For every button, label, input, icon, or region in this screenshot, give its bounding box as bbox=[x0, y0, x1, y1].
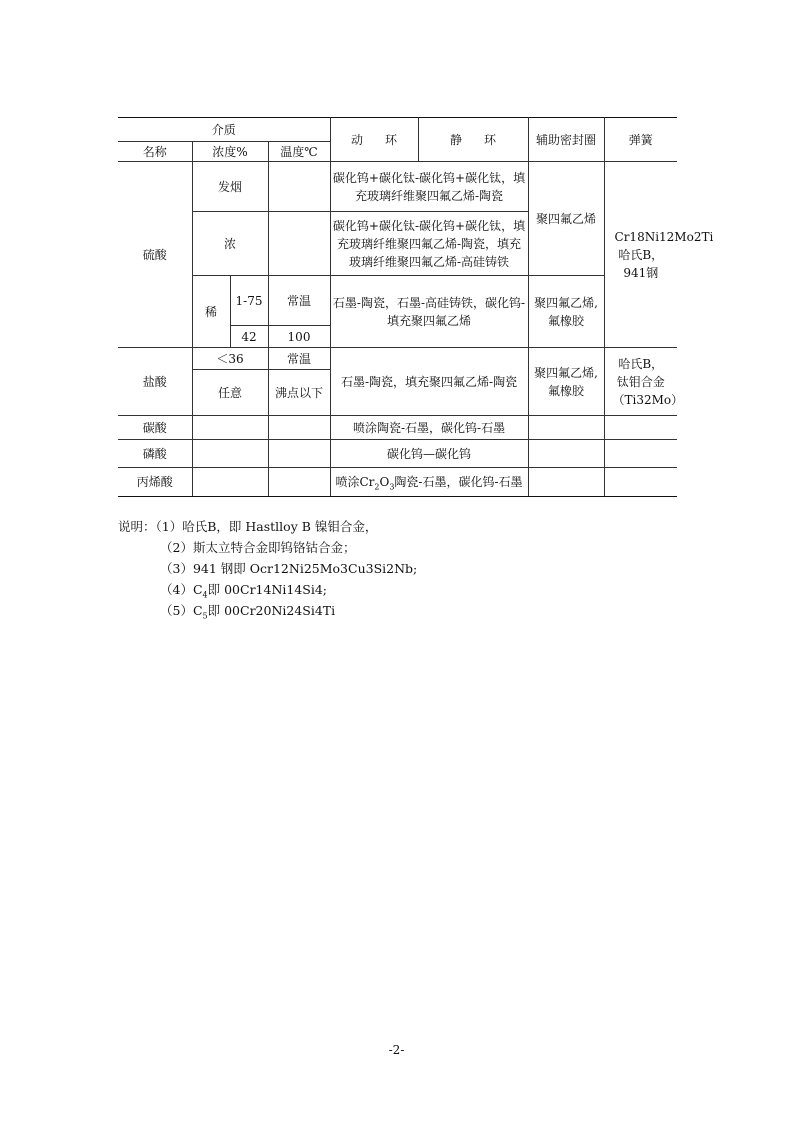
carbonic-aux-seal bbox=[528, 416, 604, 440]
carbonic-material: 喷涂陶瓷-石墨，碳化钨-石墨 bbox=[330, 416, 528, 440]
hydrochloric-material: 石墨-陶瓷，填充聚四氟乙烯-陶瓷 bbox=[330, 348, 528, 416]
hydrochloric-spring: 哈氏B，钛钼合金（Ti32Mo） bbox=[604, 348, 677, 416]
carbonic-name: 碳酸 bbox=[118, 416, 192, 440]
sulfuric-dilute-temp-1: 常温 bbox=[268, 276, 330, 326]
hydrochloric-conc-2: 任意 bbox=[192, 370, 268, 416]
acrylic-spring bbox=[604, 468, 677, 497]
sulfuric-fuming-temp bbox=[268, 162, 330, 212]
header-static-ring: 静 环 bbox=[418, 118, 528, 162]
hydrochloric-temp-2: 沸点以下 bbox=[268, 370, 330, 416]
hydrochloric-name: 盐酸 bbox=[118, 348, 192, 416]
notes-section bbox=[118, 516, 417, 621]
phosphoric-name: 磷酸 bbox=[118, 440, 192, 468]
note-item-3: （3）941 钢即 Ocr12Ni25Mo3Cu3Si2Nb; bbox=[160, 561, 418, 576]
phosphoric-aux-seal bbox=[528, 440, 604, 468]
note-item-2: （2）斯太立特合金即钨铬钴合金； bbox=[160, 540, 356, 555]
sulfuric-dilute-temp-2: 100 bbox=[268, 326, 330, 348]
seal-material-table bbox=[118, 117, 714, 497]
header-concentration: 浓度% bbox=[192, 142, 268, 162]
acrylic-material: 喷涂$Cr_2O_3$陶瓷-石墨，碳化钨-石墨 bbox=[330, 468, 528, 497]
sulfuric-spring: Cr18Ni12Mo2Ti哈氏B，941钢 bbox=[604, 162, 677, 348]
sulfuric-dilute: 稀 bbox=[192, 276, 230, 348]
acrylic-name: 丙烯酸 bbox=[118, 468, 192, 497]
header-dynamic-ring: 动 环 bbox=[330, 118, 418, 162]
note-item-4: $(4)C_4$即 00Cr14Ni14Si4; bbox=[160, 582, 328, 600]
sulfuric-dilute-conc-2: 42 bbox=[230, 326, 268, 348]
note-item-5: $(5)C_5$即 00Cr20Ni24Si4Ti bbox=[160, 603, 336, 621]
hydrochloric-temp-1: 常温 bbox=[268, 348, 330, 370]
sulfuric-concentrated: 浓 bbox=[192, 212, 268, 276]
carbonic-spring bbox=[604, 416, 677, 440]
sulfuric-name: 硫酸 bbox=[118, 162, 192, 348]
notes-label: 说明： bbox=[118, 519, 156, 534]
sulfuric-aux-seal-1: 聚四氟乙烯 bbox=[528, 162, 604, 276]
hydrochloric-conc-1: ＜36 bbox=[192, 348, 268, 370]
acrylic-conc bbox=[192, 468, 268, 497]
carbonic-conc bbox=[192, 416, 268, 440]
acrylic-aux-seal bbox=[528, 468, 604, 497]
header-aux-seal: 辅助密封圈 bbox=[528, 118, 604, 162]
header-spring: 弹簧 bbox=[604, 118, 677, 162]
note-item-1: 说明：（1）哈氏B，即 Hastlloy B 镍钼合金， bbox=[118, 519, 378, 534]
hydrochloric-aux-seal: 聚四氟乙烯,氟橡胶 bbox=[528, 348, 604, 416]
page-number: -2- bbox=[388, 1043, 405, 1057]
sulfuric-fuming: 发烟 bbox=[192, 162, 268, 212]
sulfuric-conc-material: 碳化钨+碳化钛-碳化钨+碳化钛，填充玻璃纤维聚四氟乙烯-陶瓷，填充玻璃纤维聚四氟乙烯-高硅铸铁 bbox=[330, 212, 528, 276]
sulfuric-dilute-conc-1: 1-75 bbox=[230, 276, 268, 326]
phosphoric-spring bbox=[604, 440, 677, 468]
header-temperature: 温度℃ bbox=[268, 142, 330, 162]
sulfuric-aux-seal-2: 聚四氟乙烯,氟橡胶 bbox=[528, 276, 604, 348]
header-medium: 介质 bbox=[118, 118, 330, 142]
carbonic-temp bbox=[268, 416, 330, 440]
sulfuric-dilute-material: 石墨-陶瓷，石墨-高硅铸铁，碳化钨-填充聚四氟乙烯 bbox=[330, 276, 528, 348]
header-name: 名称 bbox=[118, 142, 192, 162]
phosphoric-material: 碳化钨—碳化钨 bbox=[330, 440, 528, 468]
phosphoric-temp bbox=[268, 440, 330, 468]
phosphoric-conc bbox=[192, 440, 268, 468]
sulfuric-conc-temp bbox=[268, 212, 330, 276]
acrylic-temp bbox=[268, 468, 330, 497]
sulfuric-fuming-material: 碳化钨+碳化钛-碳化钨+碳化钛，填充玻璃纤维聚四氟乙烯-陶瓷 bbox=[330, 162, 528, 212]
